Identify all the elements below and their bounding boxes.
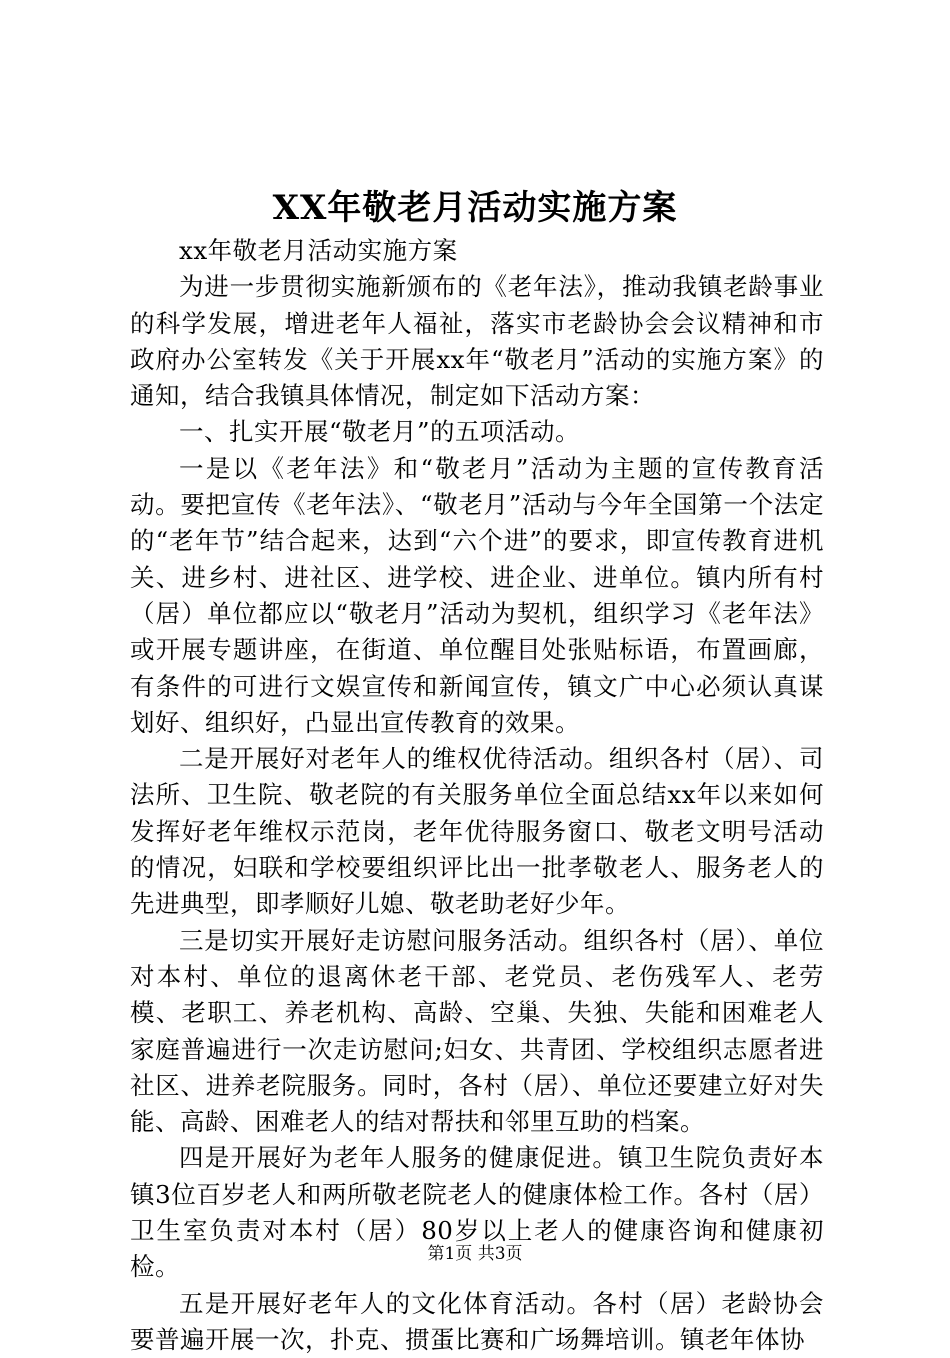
paragraph-activity-5: 五是开展好老年人的文化体育活动。各村（居）老龄协会要普遍开展一次，扑克、掼蛋比赛和广场舞培训。镇老年体协 [130,1288,824,1354]
paragraph-section-heading: 一、扎实开展“敬老月”的五项活动。 [179,417,581,447]
paragraph-activity-4: 四是开展好为老年人服务的健康促进。镇卫生院负责好本镇3位百岁老人和两所敬老院老人的健康体检工作。各村（居）卫生室负责对本村（居）80岁以上老人的健康咨询和健康初检。 [130,1143,824,1282]
paragraph-subtitle: xx年敬老月活动实施方案 [179,236,458,265]
paragraph-activity-1: 一是以《老年法》和“敬老月”活动为主题的宣传教育活动。要把宣传《老年法》、“敬老月”活动与今年全国第一个法定的“老年节”结合起来，达到“六个进”的要求，即宣传教育进机关、进乡村、进社区、进学校、进企业、进单位。镇内所有村（居）单位都应以“敬老月”活动为契机，组织学习《老年法》或开展专题讲座，在街道、单位醒目处张贴标语，布置画廊，有条件的可进行文娱宣传和新闻宣传，镇文广中心必须认真谋划好、组织好，凸显出宣传教育的效果。 [130,453,824,737]
paragraph-activity-2: 二是开展好对老年人的维权优待活动。组织各村（居）、司法所、卫生院、敬老院的有关服务单位全面总结xx年以来如何发挥好老年维权示范岗，老年优待服务窗口、敬老文明号活动的情况，妇联和学校要组织评比出一批孝敬老人、服务老人的先进典型，即孝顺好儿媳、敬老助老好少年。 [130,744,824,919]
page-footer: 第1页 共3页 [427,1244,523,1264]
document-title: XX年敬老月活动实施方案 [272,188,678,228]
paragraph-intro: 为进一步贯彻实施新颁布的《老年法》，推动我镇老龄事业的科学发展，增进老年人福祉，落实市老龄协会会议精神和市政府办公室转发《关于开展xx年“敬老月”活动的实施方案》的通知，结合我镇具体情况，制定如下活动方案： [130,272,824,411]
document-body [130,233,824,1358]
paragraph-activity-3: 三是切实开展好走访慰问服务活动。组织各村（居）、单位对本村、单位的退离休老干部、老党员、老伤残军人、老劳模、老职工、养老机构、高龄、空巢、失独、失能和困难老人家庭普遍进行一次走访慰问;妇女、共青团、学校组织志愿者进社区、进养老院服务。同时，各村（居）、单位还要建立好对失能、高龄、困难老人的结对帮扶和邻里互助的档案。 [130,925,824,1137]
